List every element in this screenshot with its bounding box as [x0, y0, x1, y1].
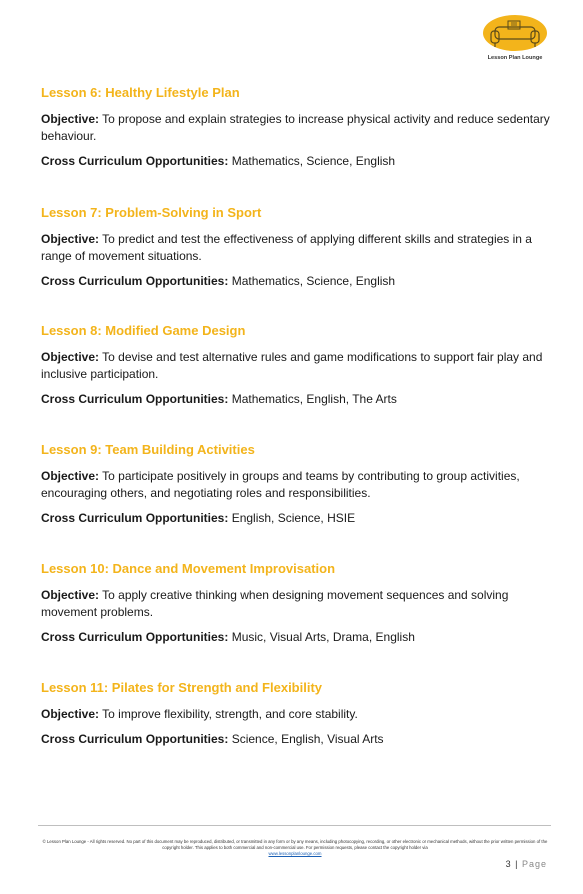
cross-text: Mathematics, English, The Arts: [231, 392, 397, 406]
page-separator: |: [515, 859, 519, 869]
lesson-6: [41, 85, 553, 170]
copyright-text: © Lesson Plan Lounge - All rights reserved. No part of this document may be reproduced, distributed, or transmitted in any form or by any means, including photocopying, recording, or other electronic or mechanical methods, without the prior written permission of the copyright holder. This applies to both commercial and non-commercial use. For permission requests, please contact the copyright holder via: [42, 839, 548, 850]
lesson-cross-curriculum: [41, 153, 553, 170]
lesson-8: [41, 323, 553, 408]
objective-label: Objective:: [41, 588, 100, 602]
cross-text: Music, Visual Arts, Drama, English: [231, 630, 415, 644]
page-word: Page: [521, 859, 547, 869]
lesson-cross-curriculum: [41, 273, 553, 290]
lesson-title: Lesson 10: Dance and Movement Improvisation: [41, 561, 336, 576]
cross-text: Science, English, Visual Arts: [231, 732, 384, 746]
lesson-cross-curriculum: [41, 391, 553, 408]
objective-text: To predict and test the effectiveness of applying different skills and strategies in a range of movement situations.: [41, 232, 532, 263]
cross-text: English, Science, HSIE: [231, 511, 356, 525]
cross-text: Mathematics, Science, English: [231, 154, 396, 168]
logo: [481, 13, 549, 67]
objective-label: Objective:: [41, 112, 100, 126]
cross-label: Cross Curriculum Opportunities:: [41, 154, 229, 168]
logo-text: Lesson Plan Lounge: [487, 55, 543, 61]
objective-text: To devise and test alternative rules and game modifications to support fair play and inclusive participation.: [41, 350, 543, 381]
lesson-cross-curriculum: [41, 731, 553, 748]
lesson-7: [41, 205, 553, 290]
lesson-objective: [41, 587, 553, 621]
cross-text: Mathematics, Science, English: [231, 274, 396, 288]
lesson-title: Lesson 11: Pilates for Strength and Flexibility: [41, 680, 323, 695]
cross-label: Cross Curriculum Opportunities:: [41, 732, 229, 746]
cross-label: Cross Curriculum Opportunities:: [41, 274, 229, 288]
objective-label: Objective:: [41, 469, 100, 483]
objective-label: Objective:: [41, 707, 100, 721]
lesson-title: Lesson 9: Team Building Activities: [41, 442, 255, 457]
website-link[interactable]: www.lessonplanlounge.com: [268, 851, 322, 856]
lesson-9: [41, 442, 553, 527]
lesson-objective: [41, 349, 553, 383]
objective-label: Objective:: [41, 350, 100, 364]
lesson-objective: [41, 231, 553, 265]
cross-label: Cross Curriculum Opportunities:: [41, 511, 229, 525]
footer-divider: [38, 825, 551, 826]
lesson-objective: [41, 706, 553, 723]
lesson-title: Lesson 6: Healthy Lifestyle Plan: [41, 85, 240, 100]
objective-label: Objective:: [41, 232, 100, 246]
lesson-10: [41, 561, 553, 646]
page-number: [506, 859, 547, 869]
lesson-list: [41, 85, 553, 748]
lesson-title: Lesson 8: Modified Game Design: [41, 323, 246, 338]
objective-text: To participate positively in groups and teams by contributing to group activities, encouraging others, and negotiating roles and responsibilities.: [41, 469, 520, 500]
objective-text: To propose and explain strategies to increase physical activity and reduce sedentary behaviour.: [41, 112, 550, 143]
lesson-11: [41, 680, 553, 748]
page-number-value: 3: [505, 859, 512, 869]
cross-label: Cross Curriculum Opportunities:: [41, 392, 229, 406]
lesson-cross-curriculum: [41, 510, 553, 527]
footer-copyright: [40, 839, 550, 857]
objective-text: To apply creative thinking when designing movement sequences and solving movement problems.: [41, 588, 509, 619]
objective-text: To improve flexibility, strength, and core stability.: [102, 707, 358, 721]
lesson-cross-curriculum: [41, 629, 553, 646]
cross-label: Cross Curriculum Opportunities:: [41, 630, 229, 644]
sofa-logo-icon: [481, 13, 549, 57]
lesson-title: Lesson 7: Problem-Solving in Sport: [41, 205, 262, 220]
lesson-objective: [41, 468, 553, 502]
lesson-objective: [41, 111, 553, 145]
